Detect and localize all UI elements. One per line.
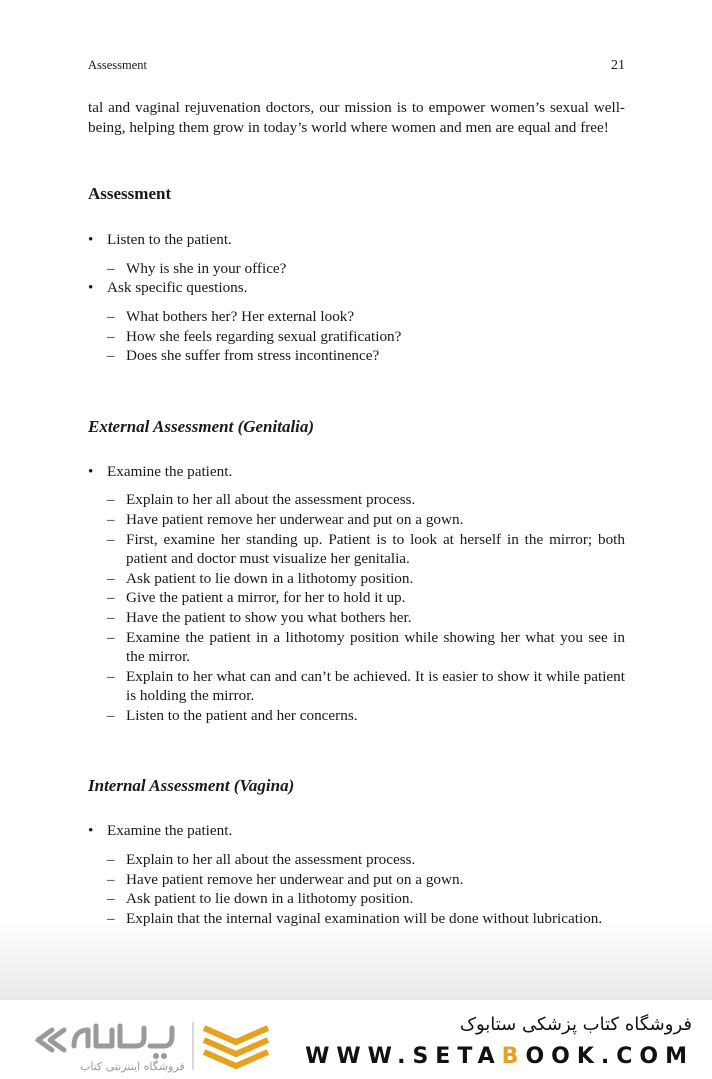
list-item bbox=[88, 462, 625, 726]
sub-list-item: – Have patient remove her underwear and put on a gown. bbox=[88, 510, 625, 530]
watermark-banner bbox=[0, 1000, 712, 1079]
running-head bbox=[88, 58, 625, 74]
logo-caption: فروشگاه اینترنتی کتاب bbox=[80, 1060, 185, 1073]
section-heading-assessment: Assessment bbox=[88, 184, 172, 204]
sub-list-item: – Explain that the internal vaginal examination will be done without lubrication. bbox=[88, 909, 625, 929]
page-number: 21 bbox=[611, 58, 625, 73]
sub-list-item: – Explain to her all about the assessment process. bbox=[88, 850, 625, 870]
sub-list-item: – First, examine her standing up. Patient is to look at herself in the mirror; both patient and doctor must visualize her genitalia. bbox=[88, 530, 625, 569]
running-title: Assessment bbox=[88, 58, 148, 72]
url-highlight: B bbox=[501, 1044, 526, 1069]
sub-list-item: – Explain to her all about the assessment process. bbox=[88, 490, 625, 510]
sub-list-item: – What bothers her? Her external look? bbox=[88, 307, 625, 327]
sub-list-item: – Why is she in your office? bbox=[88, 259, 625, 279]
sub-list bbox=[88, 307, 625, 366]
assessment-list bbox=[88, 230, 625, 366]
bullet-text: Examine the patient. bbox=[107, 462, 233, 480]
external-list bbox=[88, 462, 625, 726]
sub-list bbox=[88, 259, 625, 279]
sub-list-item: – Give the patient a mirror, for her to hold it up. bbox=[88, 588, 625, 608]
list-item bbox=[88, 230, 625, 278]
section-heading-external: External Assessment (Genitalia) bbox=[88, 416, 315, 436]
bullet-text: Listen to the patient. bbox=[107, 231, 232, 249]
sub-list-item: – Have the patient to show you what bothers her. bbox=[88, 608, 625, 628]
sub-list-item: – Have patient remove her underwear and put on a gown. bbox=[88, 870, 625, 890]
section-heading-internal: Internal Assessment (Vagina) bbox=[88, 776, 295, 796]
sub-list-item: – Does she suffer from stress incontinence? bbox=[88, 346, 625, 366]
shop-url bbox=[305, 1044, 694, 1069]
internal-list bbox=[88, 821, 625, 928]
shop-name: فروشگاه کتاب پزشکی ستابوک bbox=[459, 1014, 692, 1035]
intro-paragraph: tal and vaginal rejuvenation doctors, our mission is to empower women’s sexual well-being, helping them grow in today’s world where women and men are equal and free! bbox=[88, 99, 625, 136]
sub-list-item: – Examine the patient in a lithotomy position while showing her what you see in the mirror. bbox=[88, 628, 625, 667]
list-item bbox=[88, 821, 625, 928]
sub-list-item: – Listen to the patient and her concerns. bbox=[88, 706, 625, 726]
url-part: WWW.SETA bbox=[305, 1044, 502, 1069]
page-content bbox=[88, 98, 625, 928]
sub-list-item: – Explain to her what can and can’t be achieved. It is easier to show it while patient is holding the mirror. bbox=[88, 667, 625, 706]
sub-list-item: – Ask patient to lie down in a lithotomy position. bbox=[88, 889, 625, 909]
sub-list bbox=[88, 850, 625, 928]
setabook-logo bbox=[32, 1016, 272, 1074]
url-part: OOK.COM bbox=[525, 1044, 694, 1069]
sub-list-item: – How she feels regarding sexual gratification? bbox=[88, 327, 625, 347]
bullet-text: Examine the patient. bbox=[107, 822, 233, 840]
sub-list bbox=[88, 490, 625, 725]
bullet-text: Ask specific questions. bbox=[107, 279, 248, 297]
list-item bbox=[88, 278, 625, 365]
sub-list-item: – Ask patient to lie down in a lithotomy position. bbox=[88, 569, 625, 589]
